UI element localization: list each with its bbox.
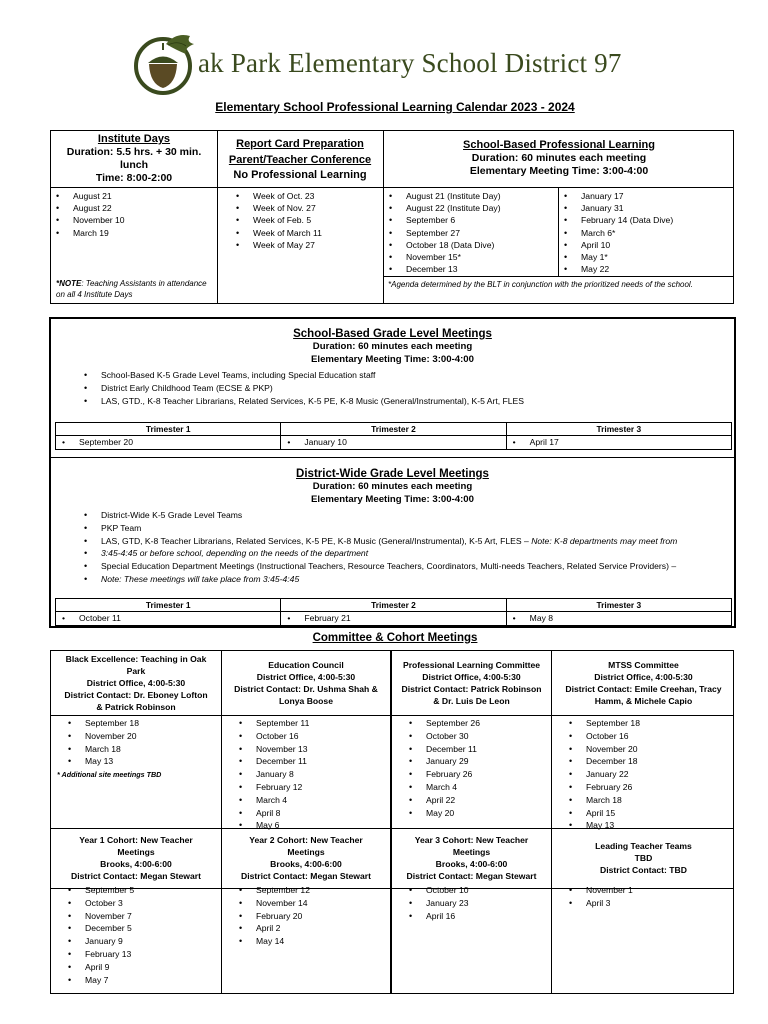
report-card-weeks-list: [231, 190, 383, 251]
list-item: • February 13: [63, 948, 134, 961]
school-based-grade-level-duration: Duration: 60 minutes each meeting: [312, 341, 473, 352]
trimester-2-header: Trimester 2: [281, 599, 505, 612]
trimester-2-column: [280, 423, 505, 449]
list-item: • January 29: [404, 755, 480, 768]
committee-dates-list: [63, 884, 134, 986]
list-item: • School-Based K-5 Grade Level Teams, including Special Education staff: [79, 369, 734, 382]
list-item: • District Early Childhood Team (ECSE & PKP): [79, 382, 734, 395]
committee-header-line: Brooks, 4:00-6:00: [100, 859, 172, 869]
school-based-pl-duration: Duration: 60 minutes each meeting: [471, 152, 647, 164]
list-item: • April 3: [564, 897, 633, 910]
institute-days-header: [51, 133, 217, 185]
committee-header-line: District Contact: Dr. Ushma Shah &: [234, 684, 378, 694]
list-item: • September 12: [234, 884, 310, 897]
committee-header: [222, 829, 390, 887]
committee-header-line: District Office, 4:00-5:30: [422, 672, 521, 682]
district-wide-trimester-table: [55, 598, 732, 626]
trimester-3-header: Trimester 3: [507, 599, 731, 612]
report-card-header: [217, 137, 383, 184]
list-item: • November 13: [234, 743, 309, 756]
list-item-text: LAS, GTD, K-8 Teacher Librarians, Related Services, K-5 PE, K-8 Music (General/Instrumental), K-5 Art, FLES –: [101, 535, 532, 546]
list-item: • November 7: [63, 910, 134, 923]
list-item: • December 13: [384, 263, 558, 275]
committee-dates-list: [234, 717, 309, 832]
school-based-pl-dates-right: [559, 190, 735, 275]
institute-note-text: : Teaching Assistants in attendance on all 4 Institute Days: [56, 279, 207, 299]
school-based-pl-dates-left: [384, 190, 558, 275]
list-item: • April 22: [404, 794, 480, 807]
list-item: • February 12: [234, 781, 309, 794]
list-item: • December 18: [564, 755, 640, 768]
list-item: • March 18: [63, 743, 139, 756]
committee-header-line: Education Council: [268, 660, 344, 670]
list-item: • April 16: [404, 910, 469, 923]
committee-section-title: Committee & Cohort Meetings: [312, 632, 478, 644]
list-item: • September 18: [564, 717, 640, 730]
list-item: • January 31: [559, 202, 735, 214]
committee-header: [51, 652, 221, 714]
trimester-3-column: [506, 599, 731, 625]
list-item: • January 23: [404, 897, 469, 910]
list-item: • November 15*: [384, 251, 558, 263]
committee-header-line: District Contact: Patrick Robinson: [401, 684, 542, 694]
list-item: • October 30: [404, 730, 480, 743]
list-item: • LAS, GTD., K-8 Teacher Librarians, Related Services, K-5 PE, K-8 Music (General/Instrumental), K-5 Art, FLES: [79, 395, 734, 408]
trimester-2-header: Trimester 2: [281, 423, 505, 436]
school-based-grade-level-teams-list: [79, 369, 734, 408]
list-item: • April 8: [234, 807, 309, 820]
committee-header-line: District Contact: Dr. Eboney Lofton: [64, 690, 208, 700]
committee-header-line: District Contact: Megan Stewart: [406, 871, 537, 881]
list-item: • May 1*: [559, 251, 735, 263]
committee-header-line: Meetings: [452, 847, 491, 857]
committee-header-line: Brooks, 4:00-6:00: [435, 859, 508, 869]
list-item: • November 1: [564, 884, 633, 897]
list-item: • February 14 (Data Dive): [559, 214, 735, 226]
committee-header-line: Brooks, 4:00-6:00: [270, 859, 342, 869]
committee-dates-list: [564, 884, 633, 910]
institute-days-list: [51, 190, 217, 239]
school-based-grade-level-title: School-Based Grade Level Meetings: [293, 328, 492, 340]
list-item: • February 20: [234, 910, 310, 923]
list-item: • District-Wide K-5 Grade Level Teams: [79, 509, 734, 522]
committee-header-line: Meetings: [287, 847, 325, 857]
committee-dates-list: [404, 884, 469, 922]
committee-header-line: District Office, 4:00-5:30: [594, 672, 693, 682]
committee-dates-list: [234, 884, 310, 948]
committee-header: [552, 829, 735, 887]
committee-dates-list: [404, 717, 480, 819]
list-item: • October 10: [404, 884, 469, 897]
district-wide-grade-level-block: [51, 468, 734, 586]
list-item: • Week of March 11: [231, 227, 383, 239]
section-divider: [51, 457, 734, 458]
institute-lunch: lunch: [120, 159, 148, 171]
list-item-note: Note: These meetings will take place from 3:45-4:45: [101, 573, 300, 584]
list-item: • May 7: [63, 974, 134, 987]
district-logo: [128, 28, 648, 98]
list-item: • March 4: [404, 781, 480, 794]
trimester-1-header: Trimester 1: [56, 599, 280, 612]
committee-header-line: District Contact: Megan Stewart: [71, 871, 201, 881]
list-item: • February 26: [564, 781, 640, 794]
trimester-1-date: • October 11: [56, 612, 280, 625]
list-item: • November 10: [51, 214, 217, 226]
list-item: • Week of Nov. 27: [231, 202, 383, 214]
list-item: • May 22: [559, 263, 735, 275]
district-wide-grade-level-time: Elementary Meeting Time: 3:00-4:00: [311, 494, 474, 505]
list-item: • August 21: [51, 190, 217, 202]
list-item: • September 11: [234, 717, 309, 730]
list-item: • September 5: [63, 884, 134, 897]
document-title: Elementary School Professional Learning Calendar 2023 - 2024: [215, 100, 575, 114]
trimester-3-column: [506, 423, 731, 449]
committee-header-line: Professional Learning Committee: [402, 660, 541, 670]
list-item: • Special Education Department Meetings (Instructional Teachers, Resource Teachers, Coordinators, Multi-needs Teachers, Related Service Providers) –: [79, 560, 734, 573]
committee-header-line: Meetings: [117, 847, 155, 857]
trimester-2-column: [280, 599, 505, 625]
no-professional-learning: No Professional Learning: [233, 169, 367, 181]
district-name: ak Park Elementary School District 97: [198, 48, 622, 78]
list-item: • January 22: [564, 768, 640, 781]
school-based-grade-level-time: Elementary Meeting Time: 3:00-4:00: [311, 354, 474, 365]
grade-level-meetings-section: [49, 317, 736, 628]
committee-header-line: Lonya Boose: [279, 696, 333, 706]
committee-header: [552, 652, 735, 714]
trimester-2-date: • January 10: [281, 436, 505, 449]
list-item: • October 18 (Data Dive): [384, 239, 558, 251]
list-item: • April 9: [63, 961, 134, 974]
list-item: • January 8: [234, 768, 309, 781]
school-based-pl-header: [383, 139, 735, 178]
committee-header-line: Year 2 Cohort: New Teacher: [249, 835, 363, 845]
school-based-pl-title: School-Based Professional Learning: [463, 139, 655, 151]
institute-note-label: *NOTE: [56, 279, 82, 288]
list-item-continuation: [79, 547, 734, 560]
list-item: • February 26: [404, 768, 480, 781]
list-item: • August 22 (Institute Day): [384, 202, 558, 214]
institute-days-title: Institute Days: [97, 133, 171, 145]
list-item: • December 11: [234, 755, 309, 768]
list-item: • Week of Oct. 23: [231, 190, 383, 202]
list-item: • December 5: [63, 922, 134, 935]
list-item: • January 17: [559, 190, 735, 202]
institute-time: Time: 8:00-2:00: [95, 172, 173, 184]
list-item: • Week of May 27: [231, 239, 383, 251]
list-item: • March 19: [51, 227, 217, 239]
list-item-note: Note: K-8 departments may meet from: [531, 535, 678, 546]
list-item: • Week of Feb. 5: [231, 214, 383, 226]
list-item: • December 11: [404, 743, 480, 756]
committee-header-line: & Patrick Robinson: [96, 702, 176, 712]
list-item: • January 9: [63, 935, 134, 948]
list-item: • August 22: [51, 202, 217, 214]
list-item: • October 16: [234, 730, 309, 743]
list-item: [79, 535, 734, 548]
school-based-trimester-table: [55, 422, 732, 450]
committee-cohort-table: [50, 650, 734, 994]
committee-header: [222, 652, 390, 714]
top-calendar-table: [50, 130, 734, 304]
list-item: • May 13: [63, 755, 139, 768]
committee-header-line: District Office, 4:00-5:30: [256, 672, 356, 682]
committee-header-line: & Dr. Luis De Leon: [433, 696, 510, 706]
list-item: • April 15: [564, 807, 640, 820]
trimester-2-date: • February 21: [281, 612, 505, 625]
report-card-title: Report Card Preparation: [236, 138, 364, 150]
committee-header-line: TBD: [634, 853, 653, 863]
committee-header-line: Hamm, & Michele Capio: [594, 696, 693, 706]
trimester-1-header: Trimester 1: [56, 423, 280, 436]
committee-header-line: Year 1 Cohort: New Teacher: [79, 835, 193, 845]
parent-teacher-conference: Parent/Teacher Conference: [228, 153, 372, 166]
school-based-pl-note: *Agenda determined by the BLT in conjunction with the prioritized needs of the school.: [388, 280, 693, 289]
committee-header-line: Leading Teacher Teams: [595, 841, 692, 851]
trimester-1-date: • September 20: [56, 436, 280, 449]
list-item: • May 13: [564, 819, 640, 832]
list-item: • PKP Team: [79, 522, 734, 535]
list-item: • November 20: [564, 743, 640, 756]
list-item: • April 2: [234, 922, 310, 935]
list-item: • September 27: [384, 227, 558, 239]
list-item-note: 3:45-4:45 or before school, depending on the needs of the department: [101, 548, 369, 559]
list-item: • September 6: [384, 214, 558, 226]
list-item: • March 18: [564, 794, 640, 807]
committee-note: * Additional site meetings TBD: [57, 770, 162, 780]
list-item: • March 6*: [559, 227, 735, 239]
committee-dates-list: [63, 717, 139, 768]
committee-header-line: District Contact: TBD: [600, 865, 687, 875]
list-item: • September 26: [404, 717, 480, 730]
school-based-pl-time: Elementary Meeting Time: 3:00-4:00: [469, 165, 649, 177]
trimester-3-date: • May 8: [507, 612, 731, 625]
list-item: • November 14: [234, 897, 310, 910]
committee-header: [51, 829, 221, 887]
committee-header-line: Year 3 Cohort: New Teacher: [414, 835, 529, 845]
committee-header-line: Park: [126, 666, 146, 676]
committee-header-line: District Contact: Megan Stewart: [241, 871, 371, 881]
trimester-1-column: [56, 599, 280, 625]
list-item: • May 14: [234, 935, 310, 948]
list-item: • May 6: [234, 819, 309, 832]
list-item: • March 4: [234, 794, 309, 807]
committee-header: [392, 829, 551, 887]
district-wide-teams-list: [79, 509, 734, 586]
list-item: • October 16: [564, 730, 640, 743]
trimester-1-column: [56, 423, 280, 449]
list-item-continuation: [79, 573, 734, 586]
list-item: • November 20: [63, 730, 139, 743]
district-wide-grade-level-title: District-Wide Grade Level Meetings: [296, 468, 489, 480]
list-item: • August 21 (Institute Day): [384, 190, 558, 202]
committee-header-line: District Office, 4:00-5:30: [86, 678, 186, 688]
district-wide-grade-level-duration: Duration: 60 minutes each meeting: [312, 481, 473, 492]
committee-header-line: District Contact: Emile Creehan, Tracy: [565, 684, 722, 694]
committee-header: [392, 652, 551, 714]
committee-dates-list: [564, 717, 640, 832]
list-item: • April 10: [559, 239, 735, 251]
trimester-3-header: Trimester 3: [507, 423, 731, 436]
list-item: • September 18: [63, 717, 139, 730]
institute-note: [56, 278, 214, 300]
committee-header-line: Black Excellence: Teaching in Oak: [65, 654, 207, 664]
list-item: • May 20: [404, 807, 480, 820]
institute-duration: Duration: 5.5 hrs. + 30 min.: [66, 146, 202, 158]
list-item: • October 3: [63, 897, 134, 910]
trimester-3-date: • April 17: [507, 436, 731, 449]
committee-header-line: MTSS Committee: [608, 660, 679, 670]
